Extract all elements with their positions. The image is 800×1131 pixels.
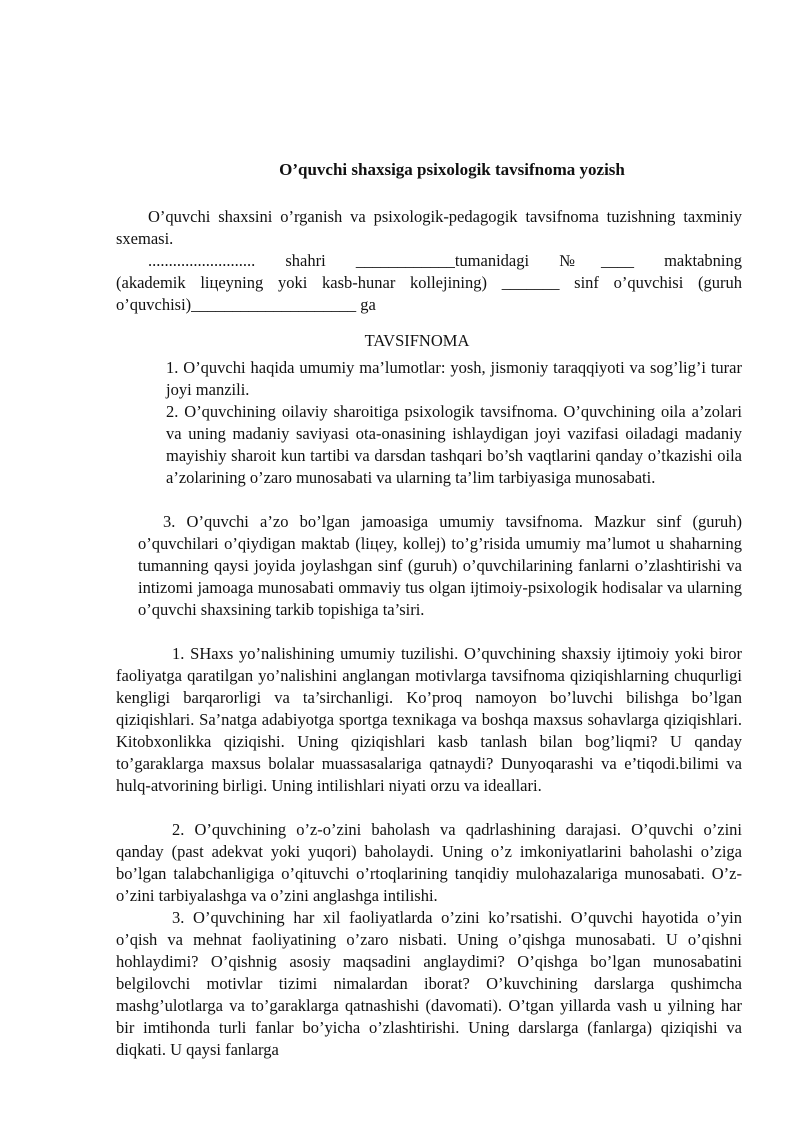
subsection-2: 2. O’quvchining o’z-o’zini baholash va qadrlashining darajasi. O’quvchi o’zini qanday (past adekvat yoki yuqori) baholaydi. Uning o’z imkoniyatlarini baholashi o’ziga bo’lgan talabchanligiga o’qituvchi o’rtoqlarining tanqidiy mulohazalariga munosabati. O’z-o’zini tarbiyalashga va o’zini anglashga intilishi. (116, 820, 742, 905)
subsection-1: 1. SHaxs yo’nalishining umumiy tuzilishi. O’quvchining shaxsiy ijtimoiy yoki biror faoliyatga qaratilgan yo’nalishini anglangan motivlarga tavsifnoma qiziqishlarning chuqurligi kengligi barqarorligi va ta’sirchanligi. Ko’proq namoyon bo’luvchi bilishga bo’lgan qiziqishlari. Sa’natga adabiyotga sportga texnikaga va boshqa maxsus sohavlarga qiziqishlari. Kitobxonlikka qiziqishi. Uning qiziqishlari kasb tanlash bilan bog’liqmi? U qanday to’garaklarga maxsus bolalar muassasalariga qatnaydi? Dunyoqarashi va e’tiqodi.bilimi va hulq-atvorining birligi. Uning intilishlari niyati orzu va ideallari. (116, 644, 742, 795)
form-line-2: (akademik liцeyning yoki kasb-hunar kollejining) _______ sinf o’quvchisi (guruh (116, 273, 742, 292)
subsection-3: 3. O’quvchining har xil faoliyatlarda o’zini ko’rsatishi. O’quvchi hayotida o’yin o’qish va mehnat faoliyatining o’zaro nisbati. Uning o’qishga munosabati. U o’qishni hohlaydimi? O’qishnig asosiy maqsadini anglaydimi? O’qishga bo’lgan munosabatini belgilovchi motivlar tizimi nimalardan iborat? O’kuvchining darslarga qushimcha mashg’ulotlarga va to’garaklarga qatnashishi (davomati). O’tgan yillarda vash u yilning har bir imtihonda turli fanlar bo’yicha o’zlashtirishi. Uning darslarga (fanlarga) qiziqishi va diqkati. U qaysi fanlarga (116, 908, 742, 1059)
list-item-3: 3. O’quvchi a’zo bo’lgan jamoasiga umumiy tavsifnoma. Mazkur sinf (guruh) o’quvchilari o’qiydigan maktab (liцey, kollej) to’g’risida umumiy ma’lumot u shaharning tumanning qaysi joyida joylashgan sinf (guruh) o’quvchilarining fanlarni o’zlashtirishi va intizomi jamoaga munosabati ommaviy tus olgan ijtimoiy-psixologik hodisalar va ularning o’quvchi shaxsining tarkib topishiga ta’siri. (138, 512, 742, 619)
section-heading: TAVSIFNOMA (364, 331, 470, 350)
list-item-2: 2. O’quvchining oilaviy sharoitiga psixologik tavsifnoma. O’quvchining oila a’zolari va uning madaniy saviyasi ota-onasining ishlaydigan joyi vazifasi oiladagi madaniy mayishiy sharoit kun tartibi va darsdan tashqari bo’sh vaqtlarini qanday o’tkazishi oila a’zolarining o’zaro munosabati va ularning ta’lim tarbiyasiga munosabati. (166, 402, 742, 487)
list-item-1: 1. O’quvchi haqida umumiy ma’lumotlar: yosh, jismoniy taraqqiyoti va sog’lig’i turar joyi manzili. (166, 358, 742, 399)
document-title: O’quvchi shaxsiga psixologik tavsifnoma yozish (279, 160, 625, 179)
form-line-3: o’quvchisi)____________________ ga (116, 295, 376, 314)
form-line-1: .......................... shahri ____________tumanidagi №____ maktabning (148, 251, 742, 270)
intro-paragraph: O’quvchi shaxsini o’rganish va psixologik-pedagogik tavsifnoma tuzishning taxminiy sxemasi. (116, 207, 742, 248)
